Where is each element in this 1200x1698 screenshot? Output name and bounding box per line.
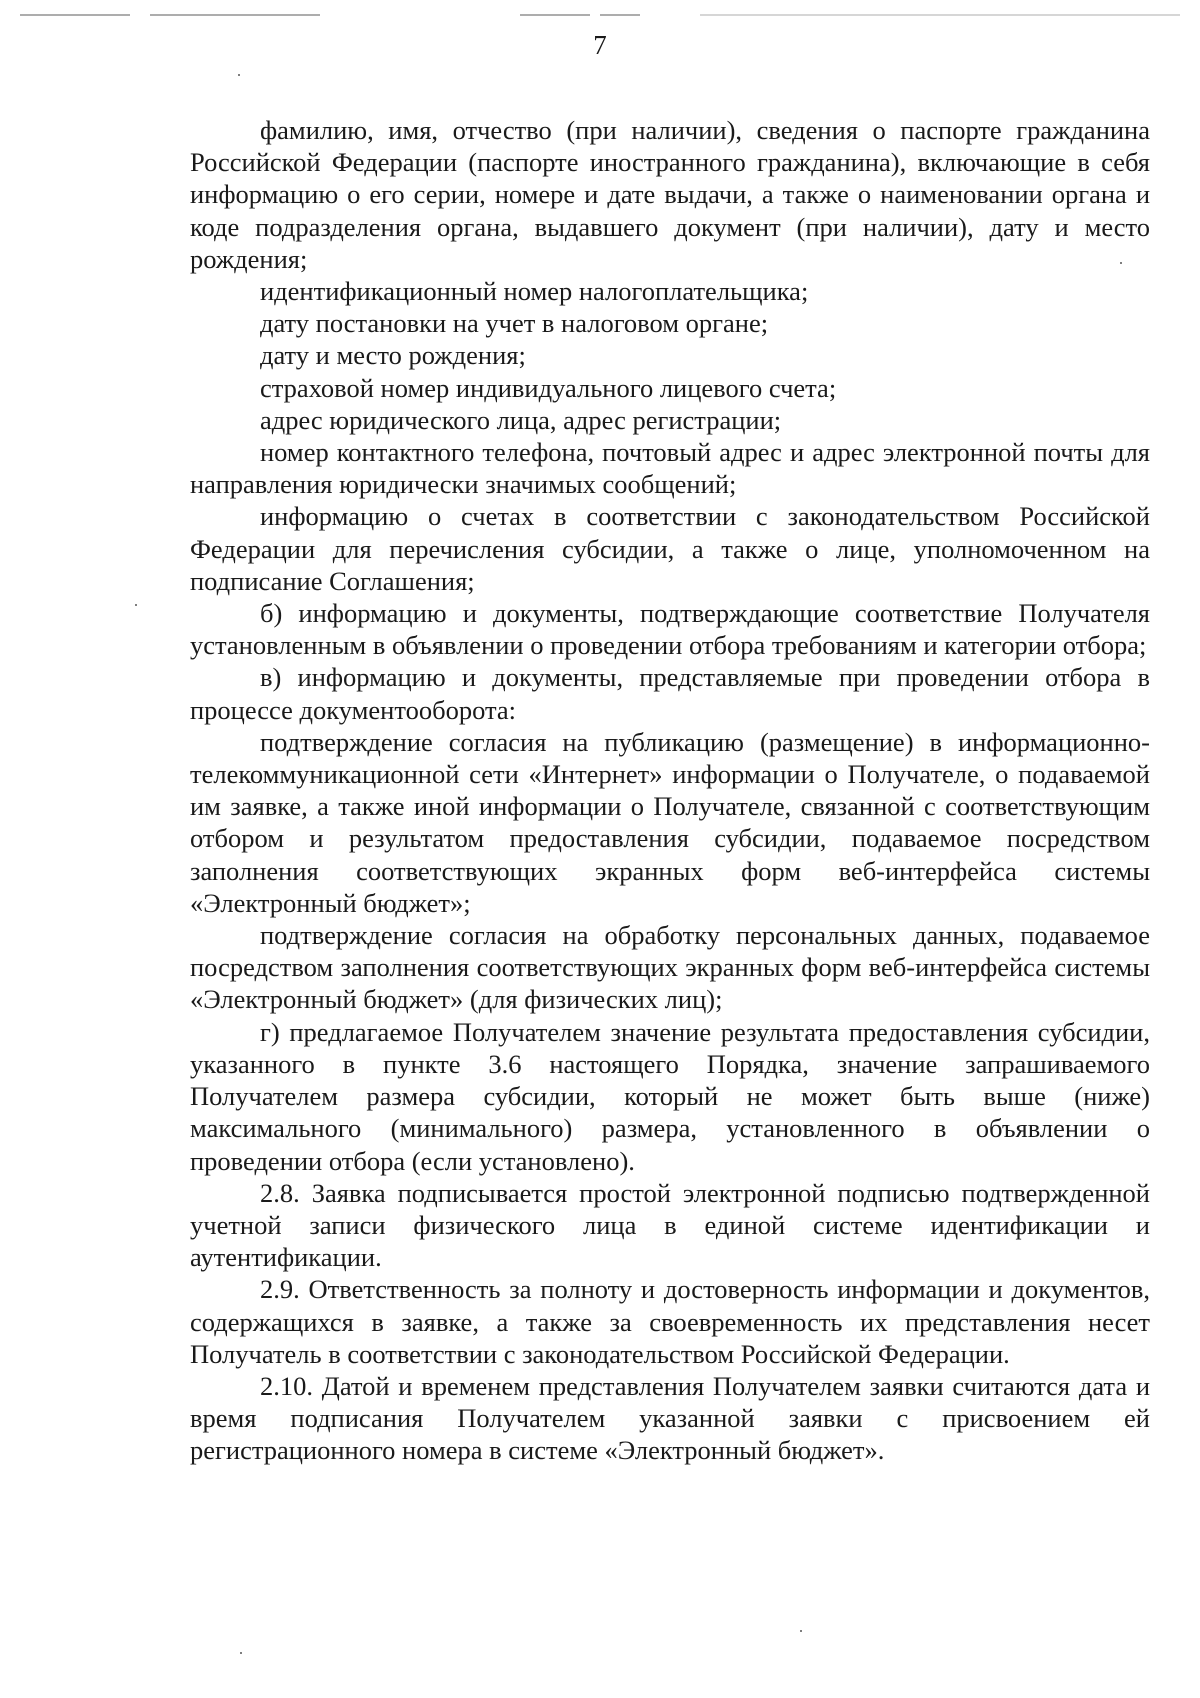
scan-speck: [135, 604, 137, 606]
paragraph: страховой номер индивидуального лицевого счета;: [260, 372, 837, 403]
paragraph: фамилию, имя, отчество (при наличии), сведения о паспорте гражданина Российской Федерации (паспорте иностранного гражданина), включающие в себя информацию о его серии, номере и дате выдачи, а также о наименовании органа и коде подразделения органа, выдавшего документ (при наличии), дату и место рождения;: [190, 115, 1150, 274]
paragraph: информацию о счетах в соответствии с законодательством Российской Федерации для перечисления субсидии, а также о лице, уполномоченном на подписание Соглашения;: [190, 501, 1150, 596]
document-body: [190, 114, 1150, 1467]
paragraph: б) информацию и документы, подтверждающие соответствие Получателя установленным в объявлении о проведении отбора требованиям и категории отбора;: [190, 598, 1150, 661]
paragraph: идентификационный номер налогоплательщика;: [260, 276, 809, 307]
paragraph: подтверждение согласия на обработку персональных данных, подаваемое посредством заполнения соответствующих экранных форм веб-интерфейса системы «Электронный бюджет» (для физических лиц);: [190, 920, 1150, 1015]
scan-speck: [238, 74, 240, 76]
scan-edge-artifact: [0, 14, 1200, 20]
paragraph: г) предлагаемое Получателем значение результата предоставления субсидии, указанного в пункте 3.6 настоящего Порядка, значение запрашиваемого Получателем размера субсидии, который не может быть выше (ниже) максимального (минимального) размера, установленного в объявлении о проведении отбора (если установлено).: [190, 1016, 1150, 1176]
paragraph: 2.10. Датой и временем представления Получателем заявки считаются дата и время подписания Получателем указанной заявки с присвоением ей регистрационного номера в системе «Электронный бюджет».: [190, 1370, 1150, 1466]
paragraph: подтверждение согласия на публикацию (размещение) в информационно-телекоммуникационной сети «Интернет» информации о Получателе, о подаваемой им заявке, а также иной информации о Получателе, связанной с соответствующим отбором и результатом предоставления субсидии, подаваемое посредством заполнения соответствующих экранных форм веб-интерфейса системы «Электронный бюджет»;: [190, 726, 1150, 918]
paragraph: в) информацию и документы, представляемые при проведении отбора в процессе документооборота:: [190, 662, 1150, 725]
paragraph: 2.8. Заявка подписывается простой электронной подписью подтвержденной учетной записи физического лица в единой системе идентификации и аутентификации.: [190, 1177, 1150, 1273]
paragraph: адрес юридического лица, адрес регистрации;: [260, 404, 782, 435]
paragraph: 2.9. Ответственность за полноту и достоверность информации и документов, содержащихся в заявке, а также за своевременность их представления несет Получатель в соответствии с законодательством Российской Федерации.: [190, 1274, 1150, 1369]
scan-speck: [800, 1630, 802, 1632]
scan-speck: [240, 1652, 242, 1654]
page-number: 7: [593, 30, 607, 60]
paragraph: дату и место рождения;: [260, 340, 526, 371]
paragraph: номер контактного телефона, почтовый адрес и адрес электронной почты для направления юридически значимых сообщений;: [190, 437, 1150, 500]
paragraph: дату постановки на учет в налоговом органе;: [260, 308, 769, 339]
scan-speck: [1120, 262, 1122, 264]
